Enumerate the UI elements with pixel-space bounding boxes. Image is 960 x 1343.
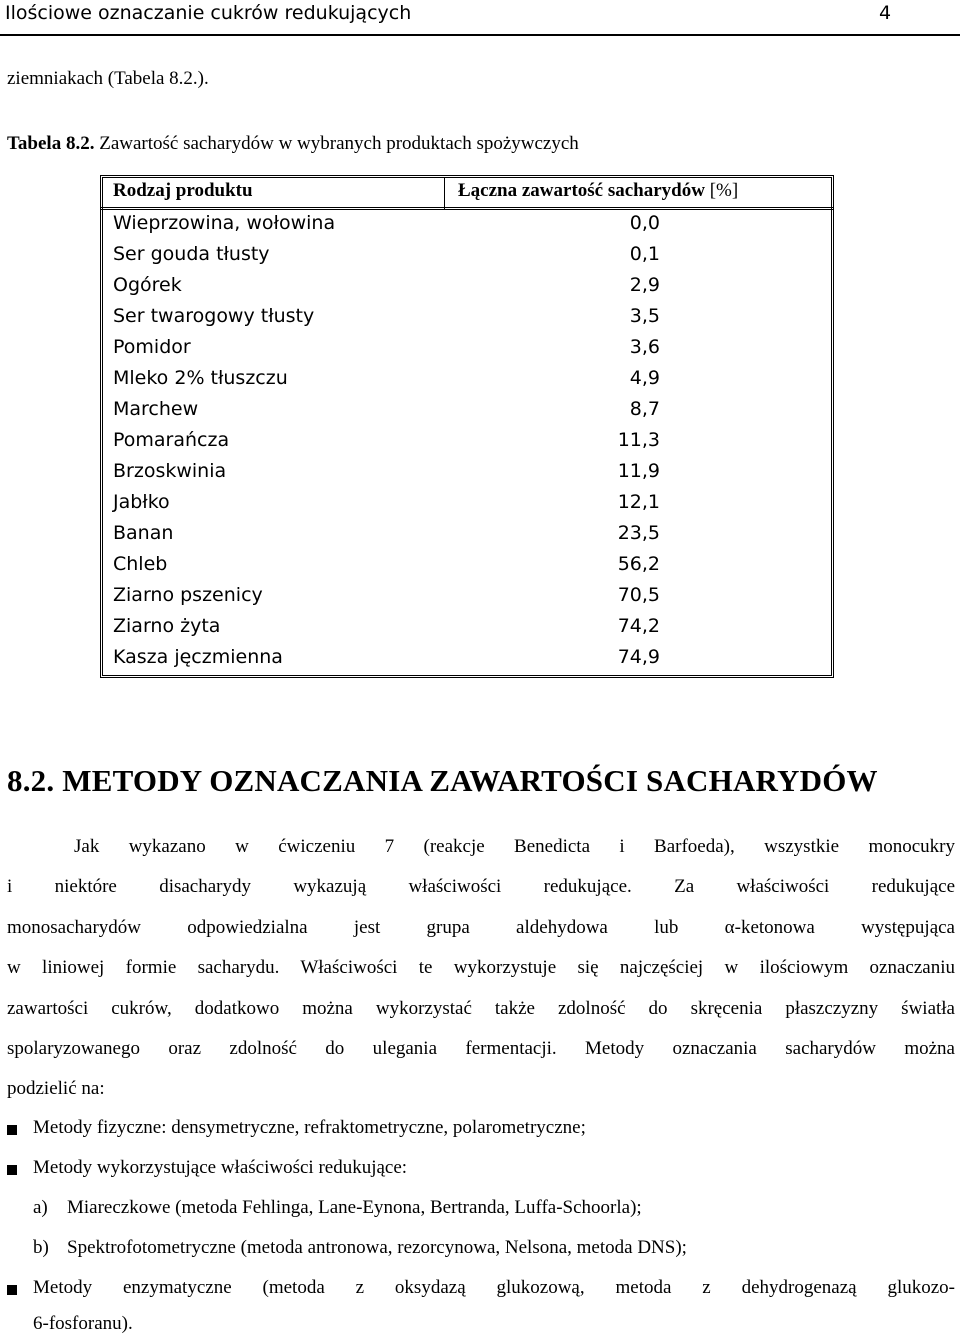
product-value: 11,3 [617,429,660,451]
product-name: Wieprzowina, wołowina [113,212,336,234]
table-row [100,333,834,364]
square-bullet-icon [7,1125,17,1135]
sub-item-text: Miareczkowe (metoda Fehlinga, Lane-Eynona, Bertranda, Luffa-Schoorla); [67,1197,642,1218]
header-divider [0,34,960,36]
product-name: Ziarno żyta [113,615,221,637]
header-title: Ilościowe oznaczanie cukrów redukujących [5,2,412,24]
table-row [100,612,834,643]
table-column-divider [444,177,445,209]
intro-text: ziemniakach (Tabela 8.2.). [7,68,209,89]
column-header-content [458,180,738,202]
table-body [100,209,834,674]
product-name: Mleko 2% tłuszczu [113,367,288,389]
table-row [100,271,834,302]
product-value: 74,2 [617,615,660,637]
product-value: 56,2 [617,553,660,575]
table-row [100,519,834,550]
product-name: Chleb [113,553,168,575]
table-row [100,643,834,674]
paragraph-line: spolaryzowanego oraz zdolność do ulegania fermentacji. Metody oznaczania sacharydów można [7,1037,955,1059]
table-row [100,395,834,426]
table-row [100,302,834,333]
sub-item-text: Spektrofotometryczne (metoda antronowa, rezorcynowa, Nelsona, metoda DNS); [67,1237,687,1258]
product-name: Ser gouda tłusty [113,243,270,265]
table-row [100,488,834,519]
sub-item-label: a) [33,1197,48,1218]
table-row [100,457,834,488]
list-item-text-continued: 6-fosforanu). [33,1313,133,1334]
product-value: 2,9 [629,274,660,296]
product-value: 23,5 [617,522,660,544]
page-number: 4 [879,2,892,24]
list-item-text: Metody enzymatyczne (metoda z oksydazą glukozową, metoda z dehydrogenazą glukozo- [33,1277,955,1298]
page-header [0,0,960,34]
product-name: Ser twarogowy tłusty [113,305,315,327]
product-value: 12,1 [617,491,660,513]
table-row [100,581,834,612]
table-caption-label: Tabela 8.2. [7,133,95,154]
product-value: 3,5 [629,305,660,327]
product-name: Pomarańcza [113,429,230,451]
table-row [100,364,834,395]
table-caption-text: Zawartość sacharydów w wybranych produktach spożywczych [94,133,579,154]
product-name: Ziarno pszenicy [113,584,263,606]
column-header-unit: [%] [704,180,739,201]
paragraph-line: podzielić na: [7,1078,105,1100]
table-row [100,426,834,457]
table-row [100,240,834,271]
product-value: 11,9 [617,460,660,482]
list-item-text: Metody wykorzystujące właściwości redukujące: [33,1157,408,1178]
sub-item-label: b) [33,1237,49,1258]
square-bullet-icon [7,1165,17,1175]
product-name: Ogórek [113,274,182,296]
product-name: Brzoskwinia [113,460,227,482]
table-row [100,209,834,240]
paragraph-line: w liniowej formie sacharydu. Właściwości te wykorzystuje się najczęściej w ilościowym oznaczaniu [7,957,955,979]
body-paragraph [7,827,955,1110]
product-value: 0,1 [629,243,660,265]
list-item-text: Metody fizyczne: densymetryczne, refraktometryczne, polarometryczne; [33,1117,586,1138]
product-value: 74,9 [617,646,660,668]
product-name: Banan [113,522,174,544]
paragraph-line: Jak wykazano w ćwiczeniu 7 (reakcje Benedicta i Barfoeda), wszystkie monocukry [74,836,955,857]
column-header-product: Rodzaj produktu [113,180,253,201]
product-value: 3,6 [629,336,660,358]
table-row [100,550,834,581]
product-name: Kasza jęczmienna [113,646,283,668]
paragraph-line: i niektóre disacharydy wykazują właściwości redukujące. Za właściwości redukujące [7,876,955,898]
section-heading: 8.2. METODY OZNACZANIA ZAWARTOŚCI SACHARYDÓW [7,763,878,798]
product-value: 8,7 [629,398,660,420]
column-header-content-label: Łączna zawartość sacharydów [458,180,705,201]
paragraph-line: zawartości cukrów, dodatkowo można wykorzystać także zdolność do skręcenia płaszczyzny światła [7,997,955,1019]
square-bullet-icon [7,1285,17,1295]
product-name: Marchew [113,398,199,420]
product-name: Jabłko [113,491,170,513]
product-value: 0,0 [629,212,660,234]
product-name: Pomidor [113,336,191,358]
product-value: 4,9 [629,367,660,389]
paragraph-line: monosacharydów odpowiedzialna jest grupa aldehydowa lub α-ketonowa występująca [7,916,955,938]
product-value: 70,5 [617,584,660,606]
table-caption [7,133,579,155]
